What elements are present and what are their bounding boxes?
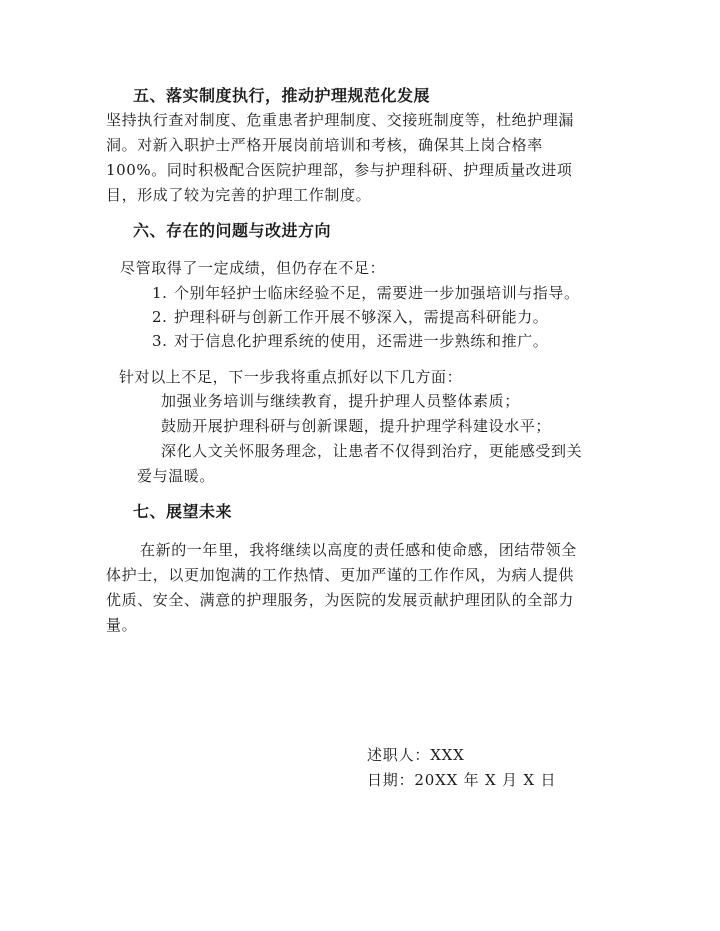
problem-item-2 <box>152 305 548 329</box>
plan-item-3-cont: 爱与温暖。 <box>137 467 216 485</box>
section6-intro: 尽管取得了一定成绩，但仍存在不足： <box>120 259 386 277</box>
section5-title: 五、落实制度执行，推动护理规范化发展 <box>133 86 431 105</box>
section6-title: 六、存在的问题与改进方向 <box>133 221 332 240</box>
problem-number: 1. <box>152 284 168 302</box>
section7-line-3: 优质、安全、满意的护理服务，为医院的发展贡献护理团队的全部力 <box>106 591 575 609</box>
plan-item-2: 鼓励开展护理科研与创新课题，提升护理学科建设水平； <box>161 417 552 435</box>
section7-line-2: 体护士，以更加饱满的工作热情、更加严谨的工作作风，为病人提供 <box>106 566 575 584</box>
section5-line-3: 100%。同时积极配合医院护理部，参与护理科研、护理质量改进项 <box>106 161 573 179</box>
problem-text: 护理科研与创新工作开展不够深入，需提高科研能力。 <box>174 308 549 326</box>
plan-item-3: 深化人文关怀服务理念，让患者不仅得到治疗，更能感受到关 <box>161 442 583 460</box>
plan-intro: 针对以上不足，下一步我将重点抓好以下几方面： <box>119 368 463 386</box>
problem-item-1 <box>152 281 580 305</box>
plan-item-1: 加强业务培训与继续教育，提升护理人员整体素质； <box>161 392 520 410</box>
problem-item-3 <box>152 329 548 353</box>
section7-line-1: 在新的一年里，我将继续以高度的责任感和使命感，团结带领全 <box>140 541 577 559</box>
section7-title: 七、展望未来 <box>133 502 233 521</box>
problem-text: 对于信息化护理系统的使用，还需进一步熟练和推广。 <box>174 332 549 350</box>
signature-date: 日期：20XX 年 X 月 X 日 <box>367 771 557 789</box>
problem-number: 2. <box>152 308 168 326</box>
signature-reporter: 述职人：XXX <box>367 746 465 764</box>
section5-line-1: 坚持执行查对制度、危重患者护理制度、交接班制度等，杜绝护理漏 <box>106 111 575 129</box>
section7-line-4: 量。 <box>106 616 138 634</box>
problem-text: 个别年轻护士临床经验不足，需要进一步加强培训与指导。 <box>174 284 580 302</box>
problem-number: 3. <box>152 332 168 350</box>
section5-line-4: 目，形成了较为完善的护理工作制度。 <box>106 186 372 204</box>
section5-line-2: 洞。对新入职护士严格开展岗前培训和考核，确保其上岗合格率 <box>106 136 543 154</box>
